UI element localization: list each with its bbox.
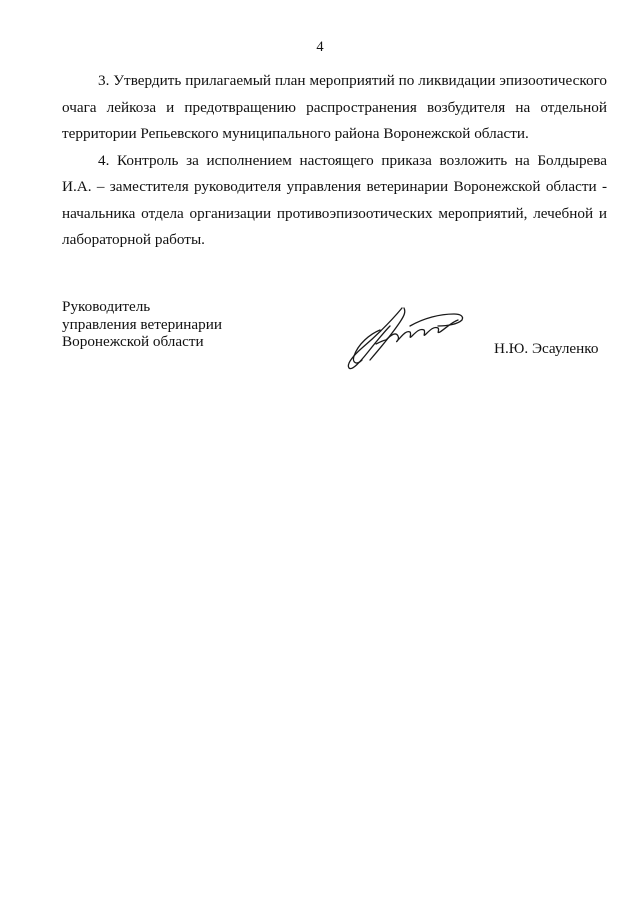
- signatory-title-line: Руководитель: [62, 298, 151, 315]
- document-body: [62, 68, 607, 254]
- signatory-title-line: Воронежской области: [62, 333, 204, 350]
- signatory-name: Н.Ю. Эсауленко: [494, 340, 599, 357]
- signatory-title: [62, 298, 222, 351]
- paragraph-item-3: 3. Утвердить прилагаемый план мероприятий по ликвидации эпизоотического очага лейкоза и предотвращению распространения возбудителя на отдельной территории Репьевского муниципального района Воронежской области.: [62, 72, 607, 142]
- signatory-title-line: управления ветеринарии: [62, 315, 223, 333]
- paragraph-item-4: 4. Контроль за исполнением настоящего приказа возложить на Болдырева И.А. – заместителя руководителя управления ветеринарии Воронежской области - начальника отдела организации противоэпизоотических мероприятий, лечебной и лабораторной работы.: [62, 151, 607, 248]
- handwritten-signature: [340, 300, 470, 372]
- page-number: 4: [316, 39, 324, 55]
